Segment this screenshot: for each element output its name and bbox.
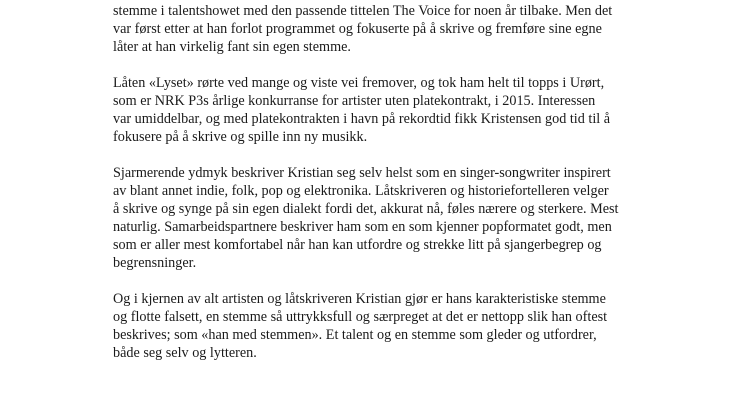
text-line: fokusere på å skrive og spille inn ny musikk. xyxy=(113,129,368,145)
text-line: som er aller mest komfortabel når han kan utfordre og strekke litt på sjangerbegrep og xyxy=(113,237,602,253)
paragraph-style xyxy=(113,164,653,272)
text-line: beskrives; som «han med stemmen». Et talent og en stemme som gleder og utfordrer, xyxy=(113,327,597,343)
text-line: som er NRK P3s årlige konkurranse for artister uten platekontrakt, i 2015. Interessen xyxy=(113,93,596,109)
text-line: var først etter at han forlot programmet og fokuserte på å skrive og fremføre sine egne xyxy=(113,21,602,37)
text-line: naturlig. Samarbeidspartnere beskriver ham som en som kjenner popformatet godt, men xyxy=(113,219,612,235)
text-line: stemme i talentshowet med den passende tittelen The Voice for noen år tilbake. Men det xyxy=(113,3,613,19)
text-line: både seg selv og lytteren. xyxy=(113,345,257,361)
text-line: var umiddelbar, og med platekontrakten i havn på rekordtid fikk Kristensen god tid til å xyxy=(113,111,611,127)
paragraph-voice xyxy=(113,290,653,362)
paragraph-intro xyxy=(113,0,653,56)
paragraph-lyset xyxy=(113,74,653,146)
text-line: Låten «Lyset» rørte ved mange og viste vei fremover, og tok ham helt til topps i Urørt, xyxy=(113,75,605,91)
text-line: begrensninger. xyxy=(113,255,197,271)
body-text xyxy=(113,0,653,380)
text-line: Sjarmerende ydmyk beskriver Kristian seg selv helst som en singer-songwriter inspirert xyxy=(113,165,611,181)
text-line: Og i kjernen av alt artisten og låtskriveren Kristian gjør er hans karakteristiske stemme xyxy=(113,291,606,307)
text-line: og flotte falsett, en stemme så uttrykksfull og særpreget at det er nettopp slik han oftest xyxy=(113,309,608,325)
text-line: å skrive og synge på sin egen dialekt fordi det, akkurat nå, føles nærere og sterkere. Mest xyxy=(113,201,619,217)
text-line: av blant annet indie, folk, pop og elektronika. Låtskriveren og historiefortelleren velger xyxy=(113,183,609,199)
text-line: låter at han virkelig fant sin egen stemme. xyxy=(113,39,351,55)
